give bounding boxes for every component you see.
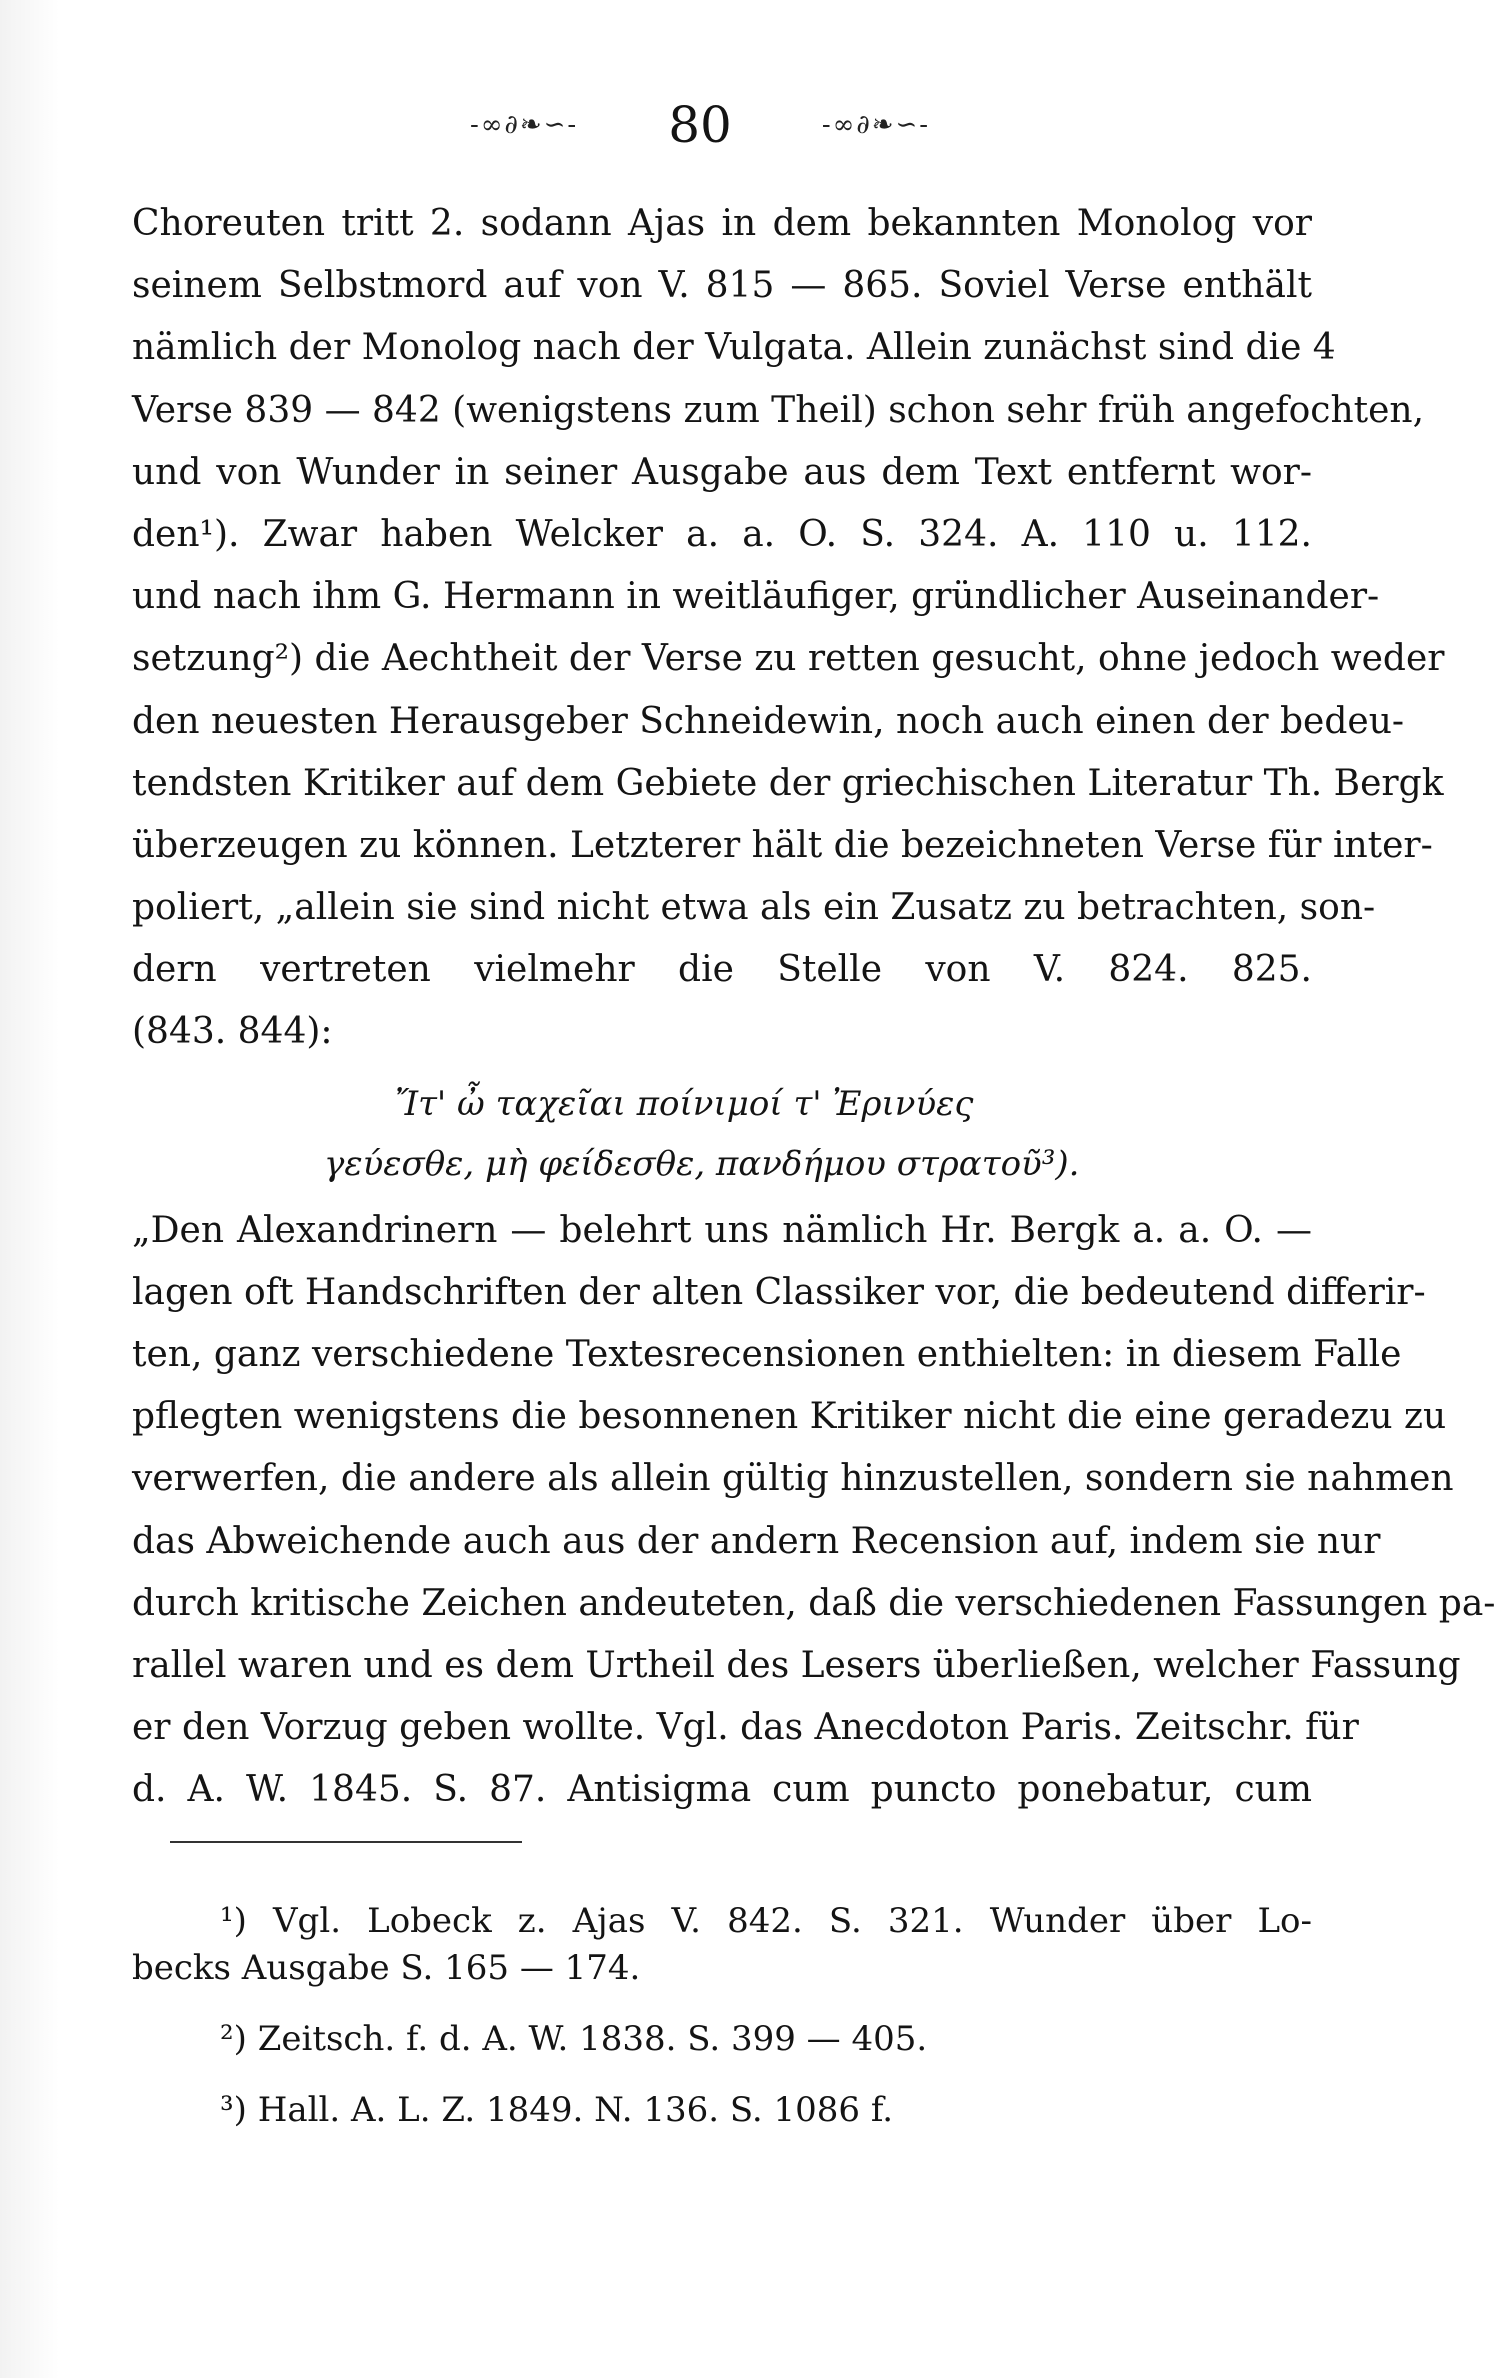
text-line: er den Vorzug geben wollte. Vgl. das Anecdoton Paris. Zeitschr. für: [132, 1707, 1359, 1749]
text-line: Choreuten tritt 2. sodann Ajas in dem bekannten Monolog vor: [132, 203, 1312, 244]
text-line: (843. 844):: [132, 1011, 333, 1053]
text-line: poliert, „allein sie sind nicht etwa als ein Zusatz zu betrachten, son-: [132, 887, 1376, 929]
text-line: nämlich der Monolog nach der Vulgata. Allein zunächst sind die 4: [132, 327, 1336, 369]
text-line: d. A. W. 1845. S. 87. Antisigma cum puncto ponebatur, cum: [132, 1769, 1312, 1811]
text-line: seinem Selbstmord auf von V. 815 — 865. Soviel Verse enthält: [132, 265, 1312, 307]
footnote-1-line-1: ¹) Vgl. Lobeck z. Ajas V. 842. S. 321. Wunder über Lo-: [220, 1901, 1312, 1941]
text-line: ten, ganz verschiedene Textesrecensionen enthielten: in diesem Falle: [132, 1334, 1402, 1375]
text-line: verwerfen, die andere als allein gültig hinzustellen, sondern sie nahmen: [132, 1458, 1454, 1500]
footnote-3: ³) Hall. A. L. Z. 1849. N. 136. S. 1086 f.: [220, 2090, 894, 2130]
text-line: lagen oft Handschriften der alten Classiker vor, die bedeutend differir-: [132, 1271, 1426, 1313]
footnotes: [132, 1898, 1312, 2134]
footnote-separator: [170, 1841, 522, 1843]
scan-edge-shading: [0, 0, 60, 2378]
text-line: rallel waren und es dem Urtheil des Lesers überließen, welcher Fassung: [132, 1644, 1461, 1686]
text-line: „Den Alexandrinern — belehrt uns nämlich Hr. Bergk a. a. O. —: [132, 1209, 1312, 1251]
main-text: [132, 193, 1495, 1822]
text-line: und nach ihm G. Hermann in weitläufiger, gründlicher Auseinander-: [132, 576, 1380, 618]
footnote-1-line-2: becks Ausgabe S. 165 — 174.: [132, 1948, 641, 1988]
text-line: dern vertreten vielmehr die Stelle von V. 824. 825.: [132, 949, 1312, 991]
text-line: das Abweichende auch aus der andern Recension auf, indem sie nur: [132, 1520, 1381, 1562]
footnote-2: ²) Zeitsch. f. d. A. W. 1838. S. 399 — 405.: [220, 2019, 928, 2059]
page-number: 80: [668, 96, 732, 154]
text-line: durch kritische Zeichen andeuteten, daß die verschiedenen Fassungen pa-: [132, 1582, 1495, 1624]
page-header: [0, 95, 1400, 155]
text-line: den¹). Zwar haben Welcker a. a. O. S. 324. A. 110 u. 112.: [132, 513, 1312, 555]
header-ornament-right: -∞∂❧∽-: [821, 110, 931, 140]
header-ornament-left: -∞∂❧∽-: [469, 110, 579, 140]
text-line: den neuesten Herausgeber Schneidewin, noch auch einen der bedeu-: [132, 700, 1405, 742]
text-line: setzung²) die Aechtheit der Verse zu retten gesucht, ohne jedoch weder: [132, 638, 1445, 680]
text-line: und von Wunder in seiner Ausgabe aus dem Text entfernt wor-: [132, 451, 1312, 493]
text-line: pflegten wenigstens die besonnenen Kritiker nicht die eine geradezu zu: [132, 1396, 1447, 1438]
greek-quote-line-2: γεύεσθε, μὴ φείδεσθε, πανδήμου στρατοῦ³).: [324, 1143, 1080, 1184]
text-line: tendsten Kritiker auf dem Gebiete der griechischen Literatur Th. Bergk: [132, 762, 1444, 804]
text-line: überzeugen zu können. Letzterer hält die bezeichneten Verse für inter-: [132, 824, 1433, 866]
greek-quote-line-1: Ἴτ' ὦ ταχεῖαι ποίνιμοί τ' Ἐρινύες: [395, 1083, 974, 1124]
text-line: Verse 839 — 842 (wenigstens zum Theil) schon sehr früh angefochten,: [132, 389, 1425, 431]
